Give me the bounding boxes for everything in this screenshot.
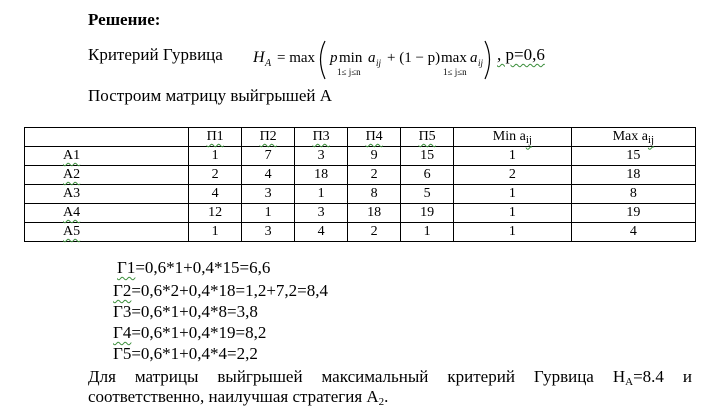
p-value (497, 45, 545, 65)
hurwicz-formula (253, 33, 491, 85)
table-row (25, 185, 696, 204)
calculation-line (113, 323, 266, 343)
payoff-matrix-table (24, 127, 696, 242)
row-label: А1 (25, 147, 189, 166)
row-label: А4 (25, 204, 189, 223)
table-cell: 4 (189, 185, 242, 204)
table-cell: 6 (401, 166, 454, 185)
formula-min-range: 1≤ j≤n (337, 67, 361, 77)
header-max: Max $a_{ij}$ (571, 128, 695, 147)
header-corner (25, 128, 189, 147)
calc-expr: =0,6*1+0,4*15=6,6 (135, 258, 271, 277)
table-cell: 3 (295, 204, 348, 223)
table-cell: 3 (242, 223, 295, 242)
formula-lhs: H (253, 49, 265, 66)
table-cell: 12 (189, 204, 242, 223)
header-p5: П5 (401, 128, 454, 147)
table-cell: 1 (401, 223, 454, 242)
table-cell: 1 (454, 185, 572, 204)
row-label: А5 (25, 223, 189, 242)
row-label: А2 (25, 166, 189, 185)
calc-label: Г5 (113, 344, 132, 363)
conclusion-line-2: соответственно, наилучшая стратегия $А_2$. (88, 387, 389, 408)
table-cell: 2 (454, 166, 572, 185)
calc-expr: =0,6*1+0,4*8=3,8 (131, 302, 258, 321)
p-value-text: , p=0,6 (497, 45, 545, 64)
matrix-intro: Построим матрицу выйгрышей А (88, 86, 333, 105)
formula-right-paren (485, 41, 490, 79)
table-cell: 19 (571, 204, 695, 223)
calc-label: Г1 (117, 258, 136, 277)
table-row (25, 147, 696, 166)
header-p1: П1 (189, 128, 242, 147)
table-cell: 2 (348, 166, 401, 185)
heading: Решение: (88, 10, 161, 29)
table-cell: 3 (295, 147, 348, 166)
table-cell: 1 (242, 204, 295, 223)
table-cell: 19 (401, 204, 454, 223)
table-cell: 4 (242, 166, 295, 185)
calc-expr: =0,6*1+0,4*4=2,2 (131, 344, 258, 363)
calc-label: Г3 (113, 302, 132, 321)
formula-a1: a (368, 50, 376, 66)
table-row (25, 204, 696, 223)
table-row (25, 166, 696, 185)
table-cell: 18 (348, 204, 401, 223)
calculation-line (113, 302, 258, 322)
table-cell: 18 (571, 166, 695, 185)
formula-max: max (441, 50, 467, 66)
header-min: Min $a_{ij}$ (454, 128, 572, 147)
table-cell: 8 (571, 185, 695, 204)
formula-a1-sub: ij (376, 58, 382, 68)
formula-lhs-sub: A (265, 58, 272, 69)
calculation-line (113, 344, 258, 364)
header-p3: П3 (295, 128, 348, 147)
table-cell: 3 (242, 185, 295, 204)
formula-max-range: 1≤ j≤n (443, 67, 467, 77)
table-cell: 1 (454, 204, 572, 223)
table-cell: 4 (571, 223, 695, 242)
table-cell: 1 (189, 223, 242, 242)
calc-expr: =0,6*2+0,4*18=1,2+7,2=8,4 (131, 281, 329, 300)
formula-p: p (330, 50, 338, 66)
table-cell: 5 (401, 185, 454, 204)
calculation-line (117, 258, 270, 278)
table-cell: 9 (348, 147, 401, 166)
table-cell: 1 (295, 185, 348, 204)
table-cell: 7 (242, 147, 295, 166)
table-cell: 2 (189, 166, 242, 185)
calc-label: Г2 (113, 281, 132, 300)
table-header-row (25, 128, 696, 147)
calc-expr: =0,6*1+0,4*19=8,2 (131, 323, 267, 342)
header-p4: П4 (348, 128, 401, 147)
formula-a2-sub: ij (478, 58, 484, 68)
table-cell: 1 (189, 147, 242, 166)
table-cell: 1 (454, 223, 572, 242)
calc-label: Г4 (113, 323, 132, 342)
formula-a2: a (470, 50, 478, 66)
header-p2: П2 (242, 128, 295, 147)
table-cell: 8 (348, 185, 401, 204)
table-cell: 2 (348, 223, 401, 242)
criterion-label: Критерий Гурвица (88, 45, 223, 64)
formula-eq: = max (277, 50, 316, 66)
table-cell: 15 (571, 147, 695, 166)
conclusion-line-1: Для матрицы выйгрышей максимальный критерий Гурвица $Н_A=8.4$ и (88, 367, 693, 388)
table-row (25, 223, 696, 242)
table-cell: 15 (401, 147, 454, 166)
formula-plus: + (1 − p) (387, 50, 441, 66)
table-cell: 18 (295, 166, 348, 185)
row-label: А3 (25, 185, 189, 204)
table-cell: 1 (454, 147, 572, 166)
formula-min: min (339, 50, 363, 66)
calculation-line (113, 281, 328, 301)
table-cell: 4 (295, 223, 348, 242)
formula-left-paren (321, 41, 326, 79)
